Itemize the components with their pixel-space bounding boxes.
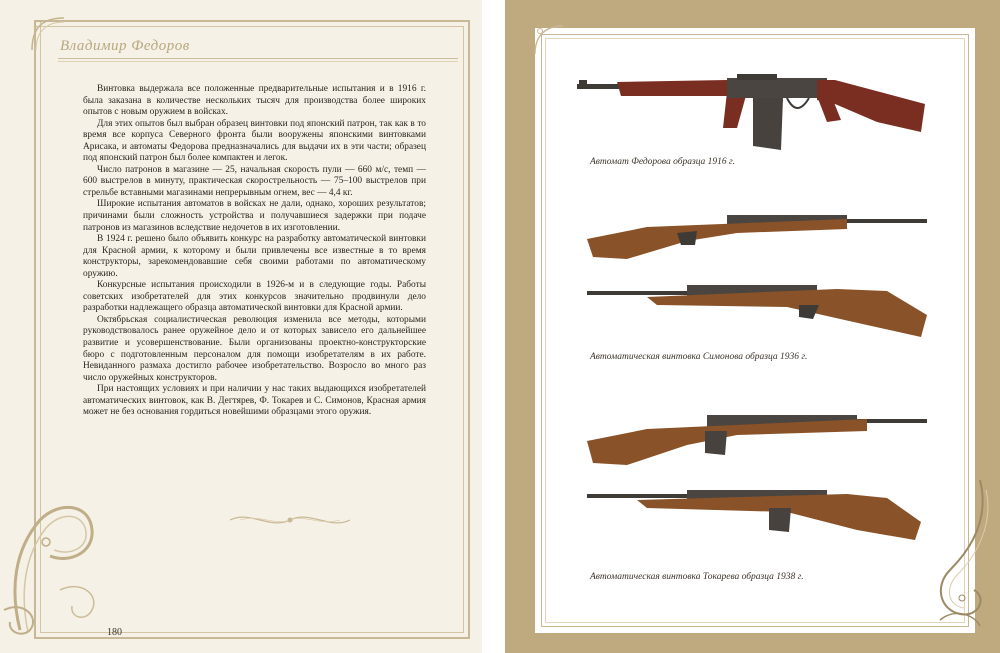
initial-letter-ornament-icon	[0, 490, 120, 640]
divider-flourish-icon	[230, 510, 350, 530]
left-page	[0, 0, 482, 653]
paragraph: Октябрьская социалистическая революция изменила все методы, которыми руководствовалось ранее оружейное дело и от которых зависело его дальнейшее развитие и усовершенствование. Были организованы проектно-конструкторские бюро с подготовленным персоналом для помощи изобретателям в их работе. Невиданного размаха достигло рабочее изобретательство. Возросло во много раз число оружейных конструкторов.	[83, 314, 426, 383]
tokarev-rifle-image	[587, 405, 927, 475]
body-text	[83, 84, 426, 419]
tokarev-rifle-image	[587, 480, 927, 550]
paragraph: Конкурсные испытания происходили в 1926-м и в следующие годы. Работы советских изобретателей для этих конкурсов значительно продвинули дело разработки надлежащего образца автоматической винтовки для Красной армии.	[83, 280, 426, 314]
fedorov-avtomat-image	[577, 70, 927, 170]
simonov-rifle-image	[587, 205, 927, 265]
paragraph: Для этих опытов был выбран образец винтовки под японский патрон, так как в то время все корпуса Северного фронта были вооружены японскими винтовками Арисака, и автоматы Федорова предназначались для выдачи их в эти части; образец под японский патрон был более компактен и легок.	[83, 118, 426, 164]
paragraph: В 1924 г. решено было объявить конкурс на разработку автоматической винтовки для Красной армии, к которому и были привлечены все известные в то время конструкторы, зарекомендовавшие себя своими работами по автоматическому оружию.	[83, 234, 426, 279]
paragraph: Широкие испытания автоматов в войсках не дали, однако, хороших результатов; причинами были сложность устройства и получавшиеся задержки при подаче патронов из магазинов вследствие недочетов в их изготовлении.	[83, 199, 426, 233]
running-header: Владимир Федоров	[60, 38, 190, 54]
caption-simonov: Автоматическая винтовка Симонова образца 1936 г.	[590, 352, 808, 362]
corner-ornament-icon	[531, 22, 567, 58]
corner-flourish-icon	[930, 480, 1000, 630]
simonov-rifle-image	[587, 275, 927, 345]
header-rule-secondary	[58, 61, 458, 62]
paragraph: При настоящих условиях и при наличии у нас таких выдающихся изобретателей автоматических винтовок, как В. Дегтярев, Ф. Токарев и С. Симонов, Красная армия может не без основания гордиться новейшими образцами этого оружия.	[83, 384, 426, 418]
paragraph: Число патронов в магазине — 25, начальная скорость пули — 660 м/с, темп — 600 выстрелов в минуту, практическая скорострельность — 75–100 выстрелов при стрельбе вставными магазинами непрерывным огнем, вес — 4,4 кг.	[83, 164, 426, 198]
header-rule	[58, 58, 458, 59]
caption-fedorov: Автомат Федорова образца 1916 г.	[590, 157, 736, 167]
right-page	[505, 0, 1000, 653]
caption-tokarev: Автоматическая винтовка Токарева образца 1938 г.	[590, 572, 804, 582]
paragraph: Винтовка выдержала все положенные предварительные испытания и в 1916 г. была заказана в количестве нескольких тысяч для производства более широких опытов с новым оружием в войсках.	[83, 84, 426, 118]
page-number: 180	[107, 627, 122, 638]
